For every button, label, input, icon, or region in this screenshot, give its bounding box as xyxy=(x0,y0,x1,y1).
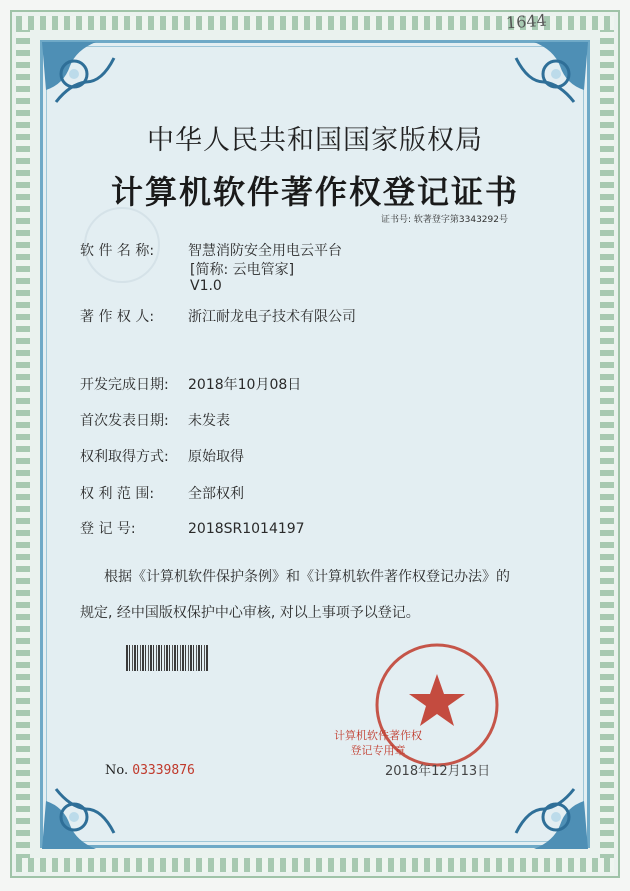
certificate-number: 证书号: 软著登字第3343292号 xyxy=(381,215,508,225)
reg-no-value: 2018SR1014197 xyxy=(188,521,305,537)
issuer-title: 中华人民共和国国家版权局 xyxy=(147,125,483,156)
issue-date: 2018年12月13日 xyxy=(385,764,491,779)
software-name-row xyxy=(80,240,342,260)
first-publish-row xyxy=(80,410,230,430)
reg-no-row xyxy=(80,518,305,538)
corner-ornament-bottom-left xyxy=(36,769,122,855)
seal-line-2: 登记专用章 xyxy=(350,744,406,757)
acquisition-row xyxy=(80,446,244,466)
completion-date-value: 2018年10月08日 xyxy=(188,377,302,393)
statement-line-1: 根据《计算机软件保护条例》和《计算机软件著作权登记办法》的 xyxy=(104,569,510,585)
version: V1.0 xyxy=(190,278,222,294)
completion-date-row xyxy=(80,374,301,394)
completion-date-label: 开发完成日期: xyxy=(80,377,169,393)
corner-ornament-top-right xyxy=(508,36,594,122)
serial-value: 03339876 xyxy=(132,763,195,778)
barcode xyxy=(126,645,208,671)
inner-frame-line xyxy=(46,46,584,842)
certificate-title: 计算机软件著作权登记证书 xyxy=(110,173,519,211)
statement-line-2: 规定, 经中国版权保护中心审核, 对以上事项予以登记。 xyxy=(80,605,420,621)
corner-ornament-bottom-right xyxy=(508,769,594,855)
owner-label: 著 作 权 人: xyxy=(80,309,155,325)
corner-ornament-top-left xyxy=(36,36,122,122)
first-publish-value: 未发表 xyxy=(188,413,230,429)
scope-label: 权 利 范 围: xyxy=(80,486,155,502)
serial-number xyxy=(105,763,195,778)
seal-line-1: 计算机软件著作权 xyxy=(334,729,422,742)
scope-row xyxy=(80,483,244,503)
handwritten-note: 1644 xyxy=(505,10,548,33)
first-publish-label: 首次发表日期: xyxy=(80,413,169,429)
acquisition-label: 权利取得方式: xyxy=(80,449,169,465)
owner-row xyxy=(80,306,356,326)
software-name-value: 智慧消防安全用电云平台 xyxy=(188,243,342,259)
serial-prefix: No. xyxy=(105,763,129,778)
acquisition-value: 原始取得 xyxy=(188,449,244,465)
scope-value: 全部权利 xyxy=(188,486,244,502)
reg-no-label: 登 记 号: xyxy=(80,521,136,537)
software-name-label: 软 件 名 称: xyxy=(80,243,155,259)
owner-value: 浙江耐龙电子技术有限公司 xyxy=(188,309,356,325)
short-name: [简称: 云电管家] xyxy=(190,262,295,278)
